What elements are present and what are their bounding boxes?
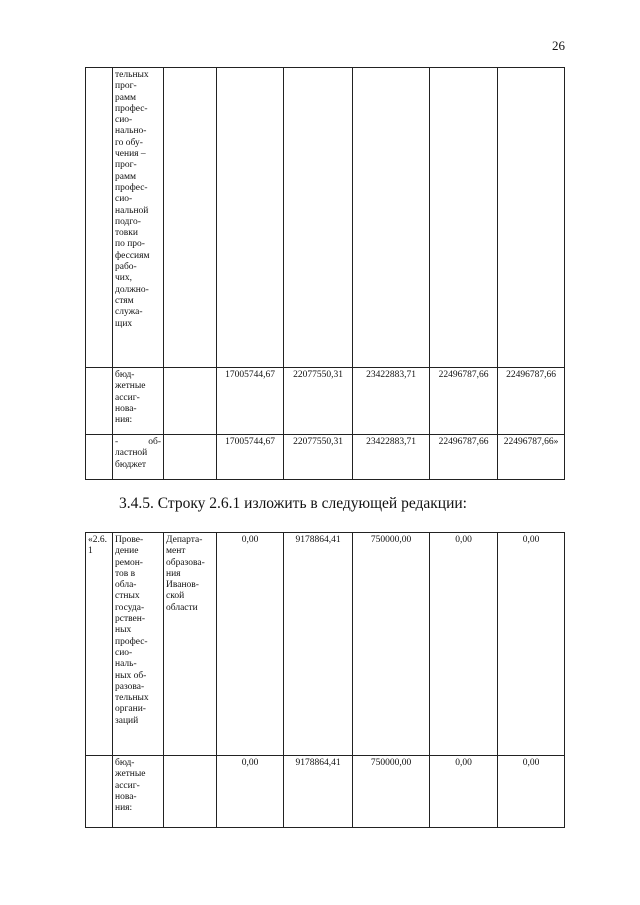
executor-cell: Департа- мент образова- ния Иванов- ской области [164, 533, 217, 756]
section-heading: 3.4.5. Строку 2.6.1 изложить в следующей редакции: [119, 495, 467, 512]
table-row [86, 756, 565, 828]
executor-cell [164, 68, 217, 368]
value-cell [430, 68, 498, 368]
value-cell: 17005744,67 [217, 435, 284, 480]
value-cell: 0,00 [430, 756, 498, 828]
name-cell: тельных прог- рамм профес- сио- нально- го обу- чения – прог- рамм профес- сио- нальной подго- товки по про- фессиям рабо- чих, должно- стям служа- щих [113, 68, 164, 368]
value-cell: 0,00 [498, 533, 565, 756]
name-cell: Прове- дение ремон- тов в обла- стных госуда- рствен- ных профес- сио- наль- ных об- разова- тельных органи- заций [113, 533, 164, 756]
name-cell: - об- ластной бюджет [113, 435, 164, 480]
name-cell: бюд- жетные ассиг- нова- ния: [113, 756, 164, 828]
code-cell [86, 435, 113, 480]
executor-cell [164, 435, 217, 480]
value-cell: 0,00 [217, 533, 284, 756]
code-cell [86, 68, 113, 368]
executor-cell [164, 756, 217, 828]
code-cell: «2.6. 1 [86, 533, 113, 756]
value-cell: 22077550,31 [284, 435, 353, 480]
value-cell: 0,00 [217, 756, 284, 828]
value-cell [353, 68, 430, 368]
table-row [86, 68, 565, 368]
executor-cell [164, 368, 217, 435]
value-cell: 17005744,67 [217, 368, 284, 435]
bottom-table [85, 532, 565, 828]
value-cell: 22496787,66 [430, 368, 498, 435]
value-cell: 0,00 [430, 533, 498, 756]
value-cell: 22496787,66» [498, 435, 565, 480]
code-cell [86, 368, 113, 435]
value-cell [217, 68, 284, 368]
table-row [86, 533, 565, 756]
table-row [86, 435, 565, 480]
value-cell: 22496787,66 [498, 368, 565, 435]
code-cell [86, 756, 113, 828]
value-cell: 9178864,41 [284, 533, 353, 756]
value-cell: 750000,00 [353, 533, 430, 756]
top-table [85, 67, 565, 480]
value-cell [498, 68, 565, 368]
table-row [86, 368, 565, 435]
page-number: 26 [552, 38, 565, 53]
value-cell: 22077550,31 [284, 368, 353, 435]
value-cell: 0,00 [498, 756, 565, 828]
value-cell: 23422883,71 [353, 435, 430, 480]
value-cell: 22496787,66 [430, 435, 498, 480]
value-cell: 9178864,41 [284, 756, 353, 828]
value-cell: 750000,00 [353, 756, 430, 828]
value-cell: 23422883,71 [353, 368, 430, 435]
value-cell [284, 68, 353, 368]
name-cell: бюд- жетные ассиг- нова- ния: [113, 368, 164, 435]
